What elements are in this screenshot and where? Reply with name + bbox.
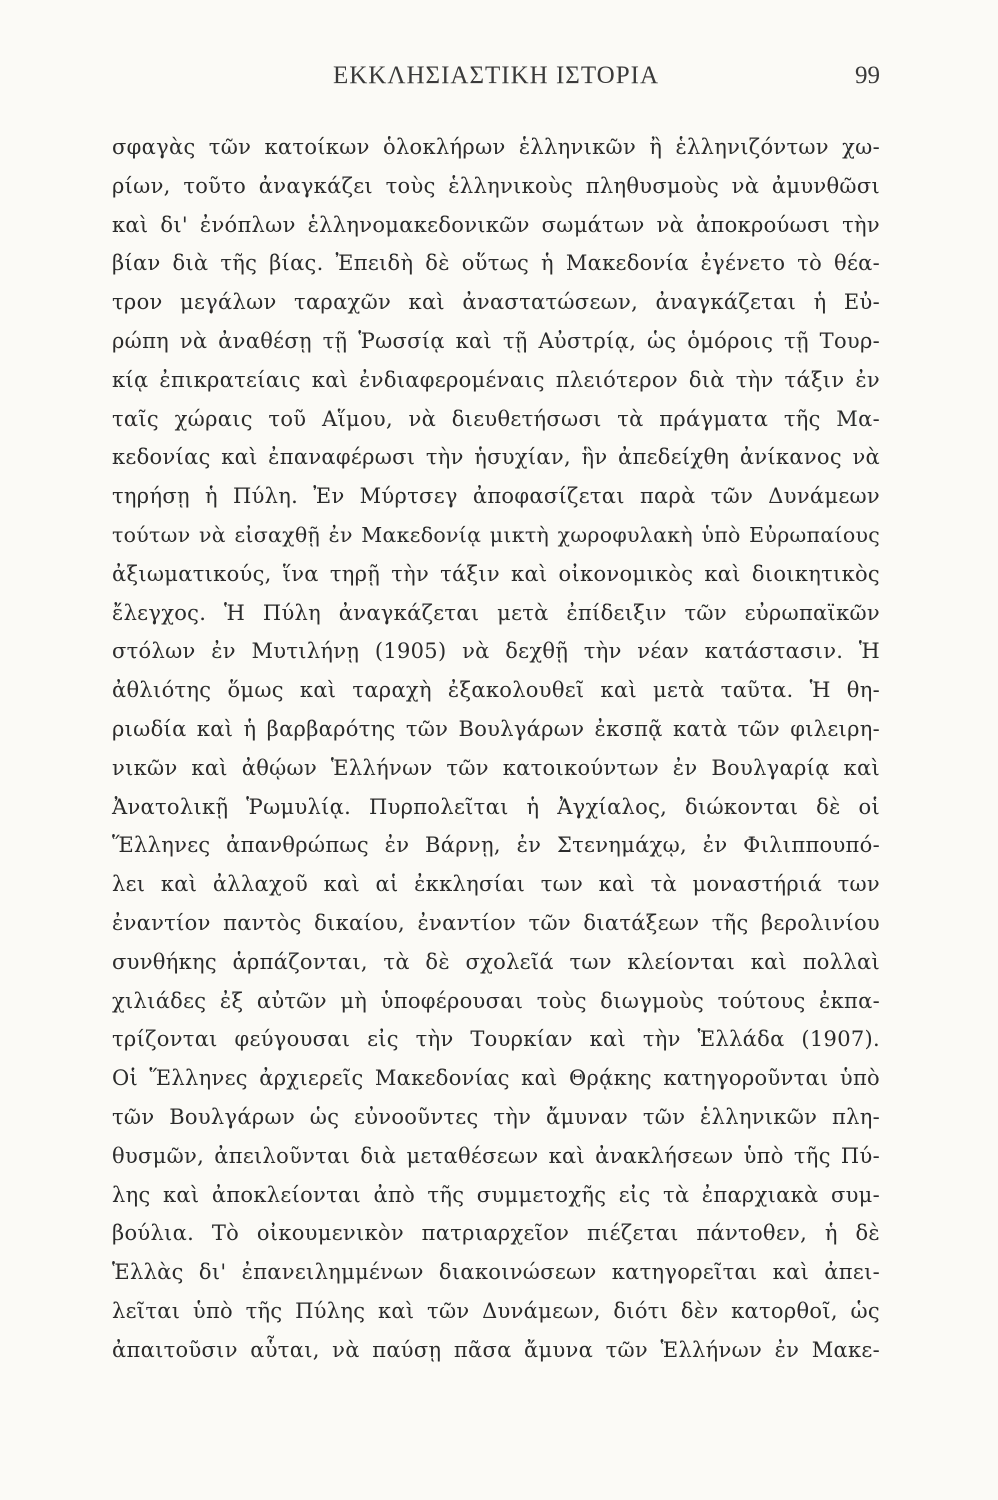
text-line: ἐναντίον παντὸς δικαίου, ἐναντίον τῶν διατάξεων τῆς βερολινίου — [112, 910, 880, 935]
text-line: ταῖς χώραις τοῦ Αἵμου, νὰ διευθετήσωσι τὰ πράγματα τῆς Μα- — [112, 406, 880, 431]
text-line: ριωδία καὶ ἡ βαρβαρότης τῶν Βουλγάρων ἐκσπᾷ κατὰ τῶν φιλειρη- — [112, 716, 880, 741]
text-line: θυσμῶν, ἀπειλοῦνται διὰ μεταθέσεων καὶ ἀνακλήσεων ὑπὸ τῆς Πύ- — [112, 1143, 880, 1168]
text-line: κεδονίας καὶ ἐπαναφέρωσι τὴν ἡσυχίαν, ἣν ἀπεδείχθη ἀνίκανος νὰ — [112, 445, 880, 470]
text-line: συνθήκης ἁρπάζονται, τὰ δὲ σχολεῖά των κλείονται καὶ πολλαὶ — [112, 949, 880, 974]
text-line: Ἕλληνες ἀπανθρώπως ἐν Βάρνῃ, ἐν Στενημάχῳ, ἐν Φιλιππουπό- — [112, 833, 880, 858]
text-line: χιλιάδες ἐξ αὐτῶν μὴ ὑποφέρουσαι τοὺς διωγμοὺς τούτους ἐκπα- — [112, 988, 880, 1013]
text-line: τρον μεγάλων ταραχῶν καὶ ἀναστατώσεων, ἀναγκάζεται ἡ Εὐ- — [112, 290, 880, 315]
text-line: ἀπαιτοῦσιν αὗται, νὰ παύσῃ πᾶσα ἄμυνα τῶν Ἑλλήνων ἐν Μακε- — [112, 1337, 880, 1362]
text-line: Ἀνατολικῇ Ῥωμυλίᾳ. Πυρπολεῖται ἡ Ἀγχίαλος, διώκονται δὲ οἱ — [112, 794, 880, 819]
running-head — [112, 62, 880, 102]
text-line: ἀξιωματικούς, ἵνα τηρῇ τὴν τάξιν καὶ οἰκονομικὸς καὶ διοικητικὸς — [112, 561, 880, 586]
text-line: σφαγὰς τῶν κατοίκων ὁλοκλήρων ἑλληνικῶν ἢ ἑλληνιζόντων χω- — [112, 135, 880, 159]
text-line: Ἑλλὰς δι' ἐπανειλημμένων διακοινώσεων κατηγορεῖται καὶ ἀπει- — [112, 1260, 880, 1285]
text-line: στόλων ἐν Μυτιλήνῃ (1905) νὰ δεχθῇ τὴν νέαν κατάστασιν. Ἡ — [112, 639, 880, 664]
text-line: τρίζονται φεύγουσαι εἰς τὴν Τουρκίαν καὶ τὴν Ἑλλάδα (1907). — [112, 1027, 880, 1052]
text-line: βίαν διὰ τῆς βίας. Ἐπειδὴ δὲ οὕτως ἡ Μακεδονία ἐγένετο τὸ θέα- — [112, 251, 880, 276]
text-line: ἔλεγχος. Ἡ Πύλη ἀναγκάζεται μετὰ ἐπίδειξιν τῶν εὐρωπαϊκῶν — [112, 600, 880, 625]
text-line: λης καὶ ἀποκλείονται ἀπὸ τῆς συμμετοχῆς εἰς τὰ ἐπαρχιακὰ συμ- — [112, 1182, 880, 1207]
text-line: ἀθλιότης ὅμως καὶ ταραχὴ ἐξακολουθεῖ καὶ μετὰ ταῦτα. Ἡ θη- — [112, 678, 880, 703]
text-line: λεῖται ὑπὸ τῆς Πύλης καὶ τῶν Δυνάμεων, διότι δὲν κατορθοῖ, ὡς — [112, 1298, 880, 1323]
text-line: βούλια. Τὸ οἰκουμενικὸν πατριαρχεῖον πιέζεται πάντοθεν, ἡ δὲ — [112, 1221, 880, 1246]
text-line: Οἱ Ἕλληνες ἀρχιερεῖς Μακεδονίας καὶ Θρᾴκης κατηγοροῦνται ὑπὸ — [112, 1066, 880, 1091]
text-line: λει καὶ ἀλλαχοῦ καὶ αἱ ἐκκλησίαι των καὶ τὰ μοναστήριά των — [112, 872, 880, 897]
text-line: ρώπη νὰ ἀναθέσῃ τῇ Ῥωσσίᾳ καὶ τῇ Αὐστρίᾳ, ὡς ὁμόροις τῇ Τουρ- — [112, 328, 880, 353]
running-title: ΕΚΚΛΗΣΙΑΣΤΙΚΗ ΙΣΤΟΡΙΑ — [332, 62, 660, 89]
text-line: τηρήσῃ ἡ Πύλη. Ἐν Μύρτσεγ ἀποφασίζεται παρὰ τῶν Δυνάμεων — [112, 484, 880, 509]
text-line: ρίων, τοῦτο ἀναγκάζει τοὺς ἑλληνικοὺς πληθυσμοὺς νὰ ἀμυνθῶσι — [112, 173, 880, 198]
text-line: κίᾳ ἐπικρατείαις καὶ ἐνδιαφερομέναις πλειότερον διὰ τὴν τάξιν ἐν — [112, 367, 880, 392]
text-line: τῶν Βουλγάρων ὡς εὐνοοῦντες τὴν ἄμυναν τῶν ἑλληνικῶν πλη- — [112, 1104, 880, 1129]
text-line: νικῶν καὶ ἀθῴων Ἑλλήνων τῶν κατοικούντων ἐν Βουλγαρίᾳ καὶ — [112, 755, 880, 780]
page-number: 99 — [855, 62, 880, 89]
body-text — [112, 128, 880, 1370]
text-line: τούτων νὰ εἰσαχθῇ ἐν Μακεδονίᾳ μικτὴ χωροφυλακὴ ὑπὸ Εὐρωπαίους — [112, 522, 880, 547]
text-line: καὶ δι' ἐνόπλων ἑλληνομακεδονικῶν σωμάτων νὰ ἀποκρούωσι τὴν — [112, 212, 880, 237]
